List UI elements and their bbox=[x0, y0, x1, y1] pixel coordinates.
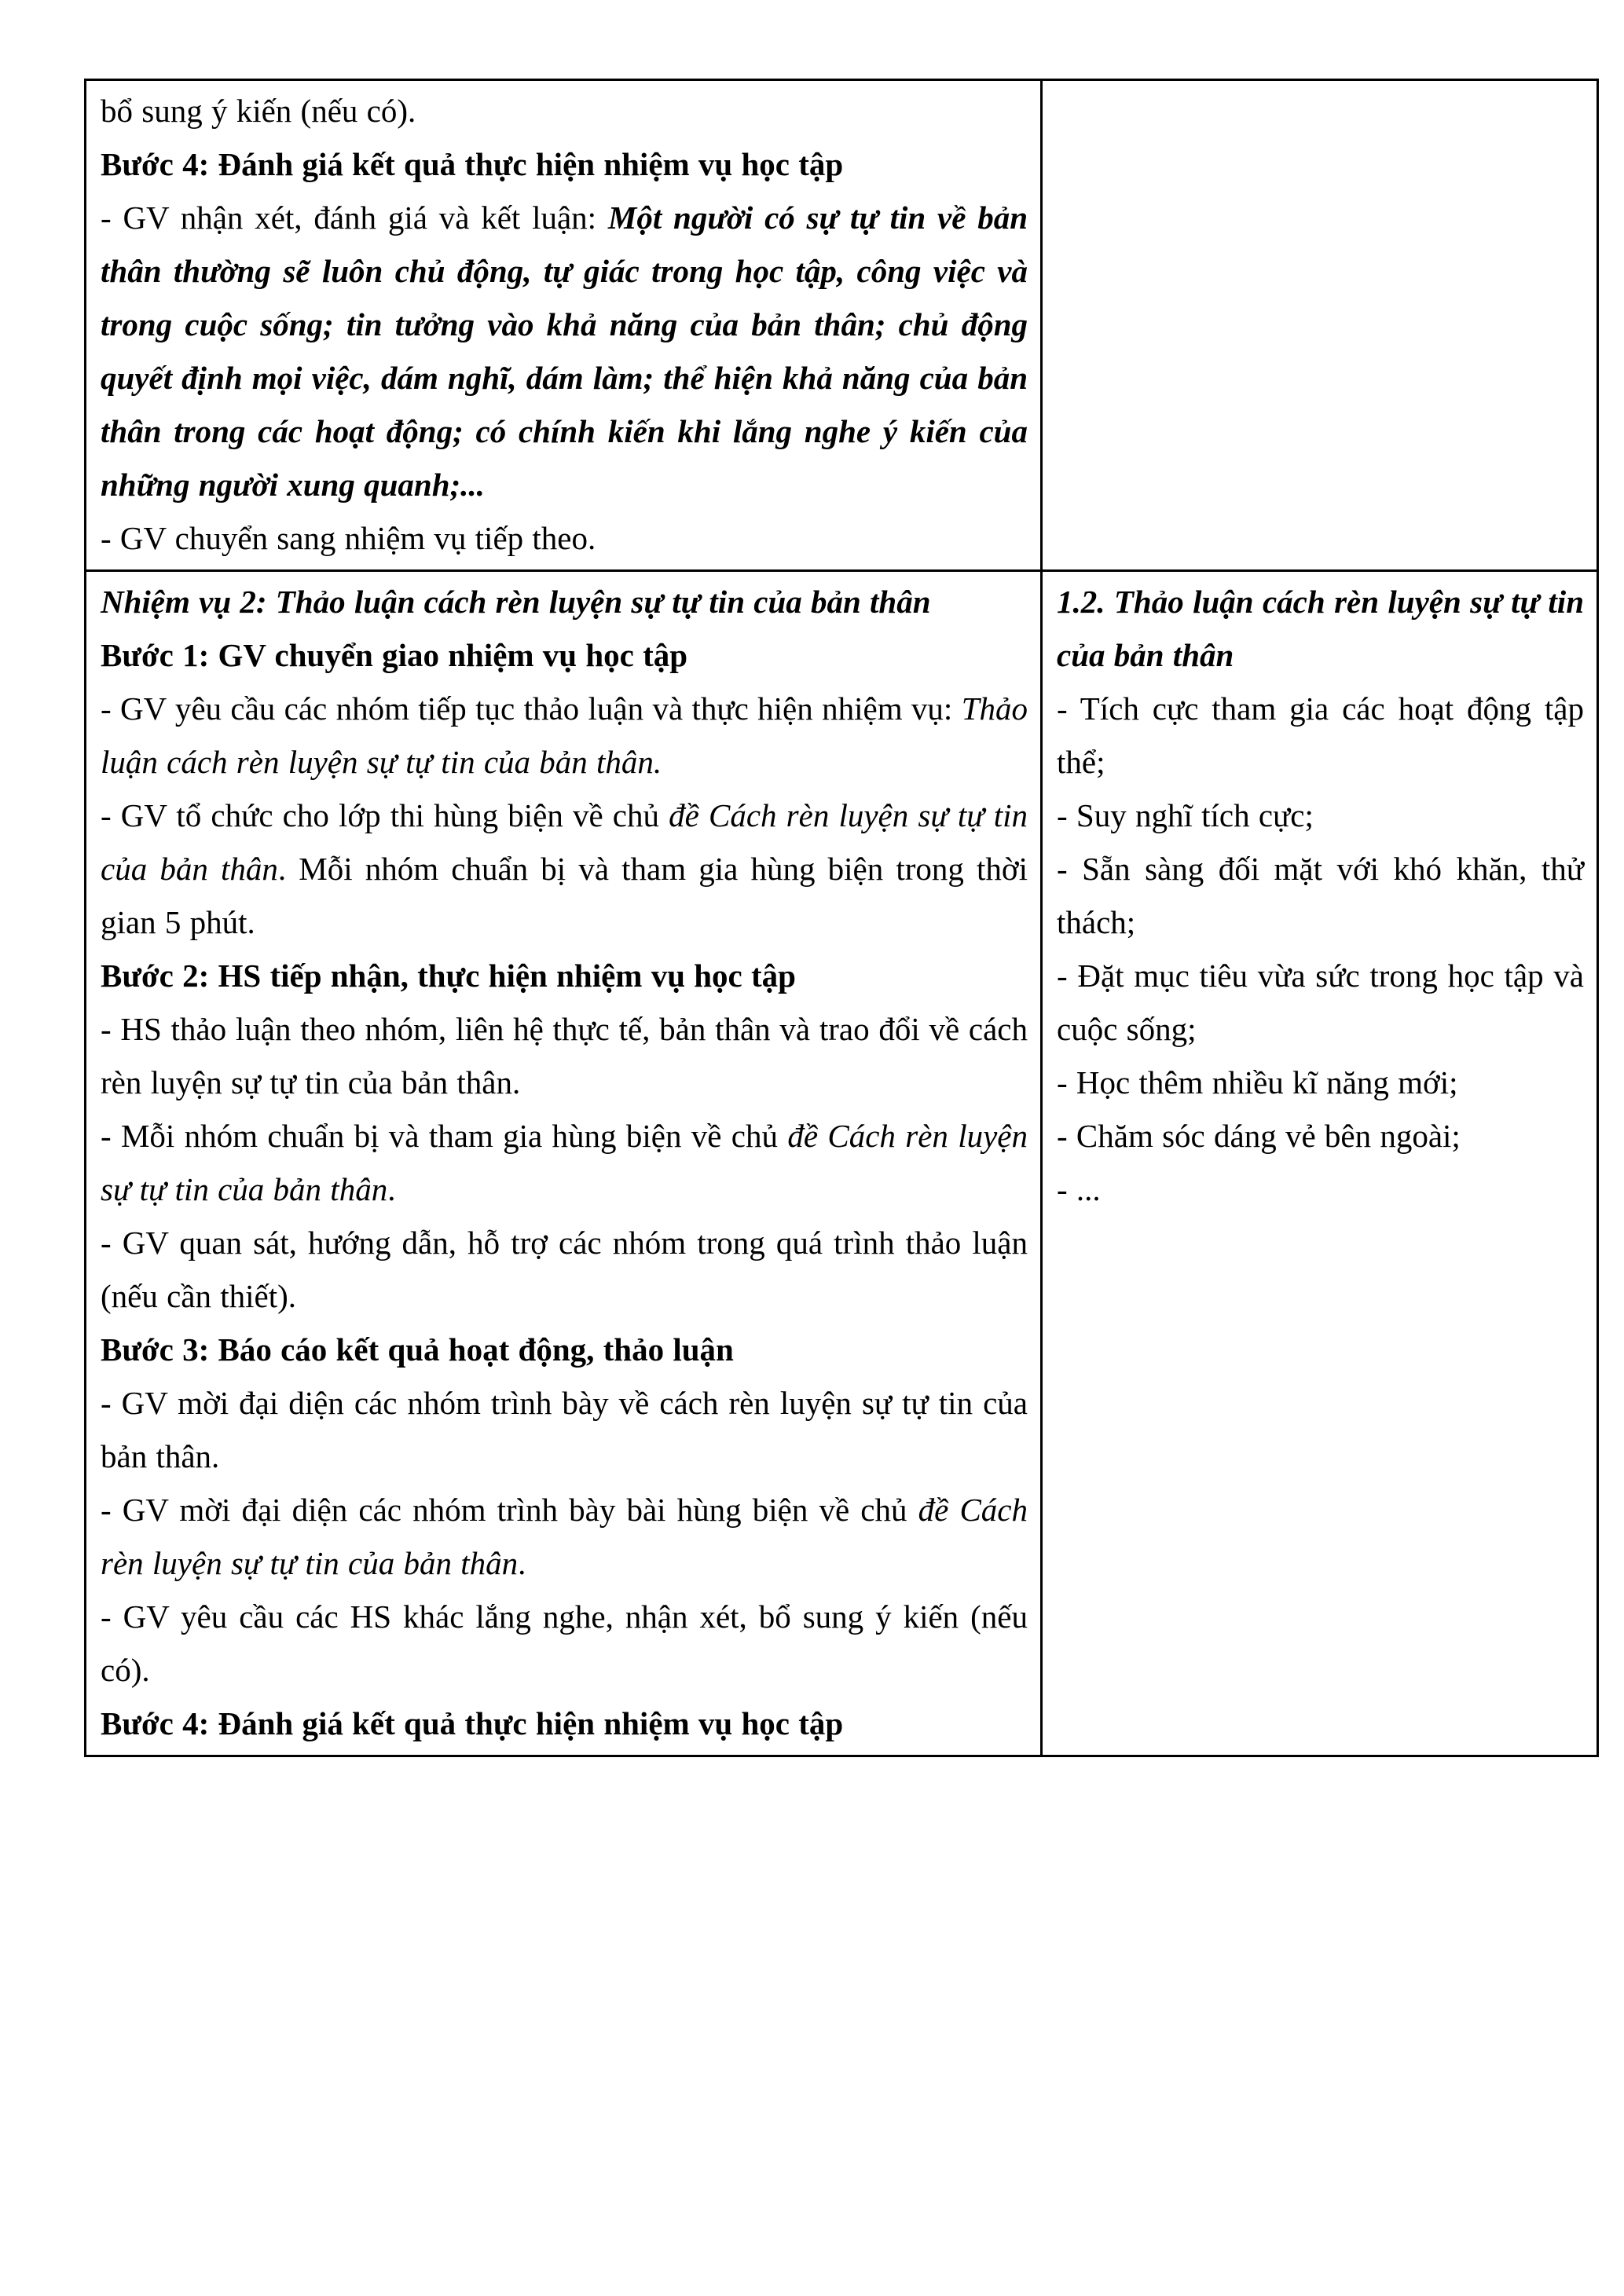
text-run: bổ sung ý kiến (nếu có). bbox=[101, 93, 416, 129]
paragraph bbox=[1057, 1109, 1584, 1163]
paragraph bbox=[101, 628, 1028, 682]
paragraph bbox=[101, 84, 1028, 137]
text-run: - Tích cực tham gia các hoạt động tập thể; bbox=[1057, 690, 1584, 780]
text-run: - ... bbox=[1057, 1171, 1101, 1207]
text-run: - GV yêu cầu các HS khác lắng nghe, nhận xét, bổ sung ý kiến (nếu có). bbox=[101, 1598, 1028, 1688]
table-row-1 bbox=[86, 80, 1598, 571]
text-run: - GV yêu cầu các nhóm tiếp tục thảo luận và thực hiện nhiệm vụ: bbox=[101, 690, 962, 727]
cell-lesson-content-row1 bbox=[1042, 80, 1598, 571]
paragraph bbox=[101, 1697, 1028, 1750]
cell-lesson-content-row2 bbox=[1042, 571, 1598, 1756]
paragraph bbox=[101, 1109, 1028, 1216]
paragraph bbox=[101, 1002, 1028, 1109]
text-run: - Sẵn sàng đối mặt với khó khăn, thử thách; bbox=[1057, 851, 1584, 940]
paragraph bbox=[1057, 682, 1584, 789]
text-run: Nhiệm vụ 2: Thảo luận cách rèn luyện sự tự tin của bản thân bbox=[101, 584, 931, 620]
text-run: Bước 4: Đánh giá kết quả thực hiện nhiệm vụ học tập bbox=[101, 146, 844, 182]
paragraph bbox=[101, 1323, 1028, 1376]
cell-teacher-activities-row1 bbox=[86, 80, 1042, 571]
text-run: Bước 3: Báo cáo kết quả hoạt động, thảo luận bbox=[101, 1331, 734, 1368]
paragraph bbox=[1057, 575, 1584, 682]
text-run: - Học thêm nhiều kĩ năng mới; bbox=[1057, 1064, 1458, 1100]
paragraph bbox=[1057, 842, 1584, 949]
text-run: - GV quan sát, hướng dẫn, hỗ trợ các nhóm trong quá trình thảo luận (nếu cần thiết). bbox=[101, 1225, 1028, 1314]
paragraph bbox=[101, 1216, 1028, 1323]
text-run: . Mỗi nhóm chuẩn bị và tham gia hùng biện trong thời gian 5 phút. bbox=[101, 851, 1028, 940]
text-run: - GV nhận xét, đánh giá và kết luận: bbox=[101, 200, 608, 236]
text-run: . bbox=[387, 1171, 396, 1207]
table-row-2 bbox=[86, 571, 1598, 1756]
lesson-plan-table bbox=[84, 79, 1599, 1757]
text-run: - GV chuyển sang nhiệm vụ tiếp theo. bbox=[101, 520, 596, 556]
paragraph bbox=[101, 789, 1028, 949]
paragraph bbox=[101, 511, 1028, 565]
text-run: Bước 2: HS tiếp nhận, thực hiện nhiệm vụ học tập bbox=[101, 958, 796, 994]
text-run: 1.2. Thảo luận cách rèn luyện sự tự tin của bản thân bbox=[1057, 584, 1584, 673]
text-run: đề Cách rèn luyện sự tự tin của bản thân bbox=[101, 797, 1028, 887]
text-run: - Đặt mục tiêu vừa sức trong học tập và cuộc sống; bbox=[1057, 958, 1584, 1047]
text-run: Một người có sự tự tin về bản thân thường sẽ luôn chủ động, tự giác trong học tập, công việc và trong cuộc sống; tin tưởng vào khả năng của bản thân; chủ động quyết định mọi việc, dám nghĩ, dám làm; thể hiện khả năng của bản thân trong các hoạt động; có chính kiến khi lắng nghe ý kiến của những người xung quanh;... bbox=[101, 200, 1028, 503]
paragraph bbox=[101, 1590, 1028, 1697]
paragraph bbox=[1057, 1056, 1584, 1109]
text-run: - GV mời đại diện các nhóm trình bày về cách rèn luyện sự tự tin của bản thân. bbox=[101, 1385, 1028, 1474]
text-run: - Mỗi nhóm chuẩn bị và tham gia hùng biện về chủ bbox=[101, 1118, 788, 1154]
text-run: đề Cách rèn luyện sự tự tin của bản thân bbox=[101, 1118, 1028, 1207]
text-run: Thảo luận cách rèn luyện sự tự tin của bản thân. bbox=[101, 690, 1028, 780]
paragraph bbox=[101, 949, 1028, 1002]
text-run: Bước 4: Đánh giá kết quả thực hiện nhiệm vụ học tập bbox=[101, 1705, 844, 1741]
paragraph bbox=[1057, 949, 1584, 1056]
paragraph bbox=[101, 1483, 1028, 1590]
paragraph bbox=[101, 1376, 1028, 1483]
paragraph bbox=[101, 137, 1028, 191]
text-run: - Suy nghĩ tích cực; bbox=[1057, 797, 1314, 833]
cell-teacher-activities-row2 bbox=[86, 571, 1042, 1756]
text-run: . bbox=[518, 1545, 526, 1581]
paragraph bbox=[101, 682, 1028, 789]
text-run: Bước 1: GV chuyển giao nhiệm vụ học tập bbox=[101, 637, 688, 673]
paragraph bbox=[1057, 1163, 1584, 1216]
paragraph bbox=[101, 575, 1028, 628]
paragraph bbox=[1057, 789, 1584, 842]
text-run: - GV tổ chức cho lớp thi hùng biện về chủ bbox=[101, 797, 669, 833]
paragraph bbox=[101, 191, 1028, 511]
text-run: - GV mời đại diện các nhóm trình bày bài hùng biện về chủ bbox=[101, 1492, 918, 1528]
text-run: - HS thảo luận theo nhóm, liên hệ thực tế, bản thân và trao đổi về cách rèn luyện sự tự tin của bản thân. bbox=[101, 1011, 1028, 1100]
text-run: đề Cách rèn luyện sự tự tin của bản thân bbox=[101, 1492, 1028, 1581]
text-run: - Chăm sóc dáng vẻ bên ngoài; bbox=[1057, 1118, 1461, 1154]
